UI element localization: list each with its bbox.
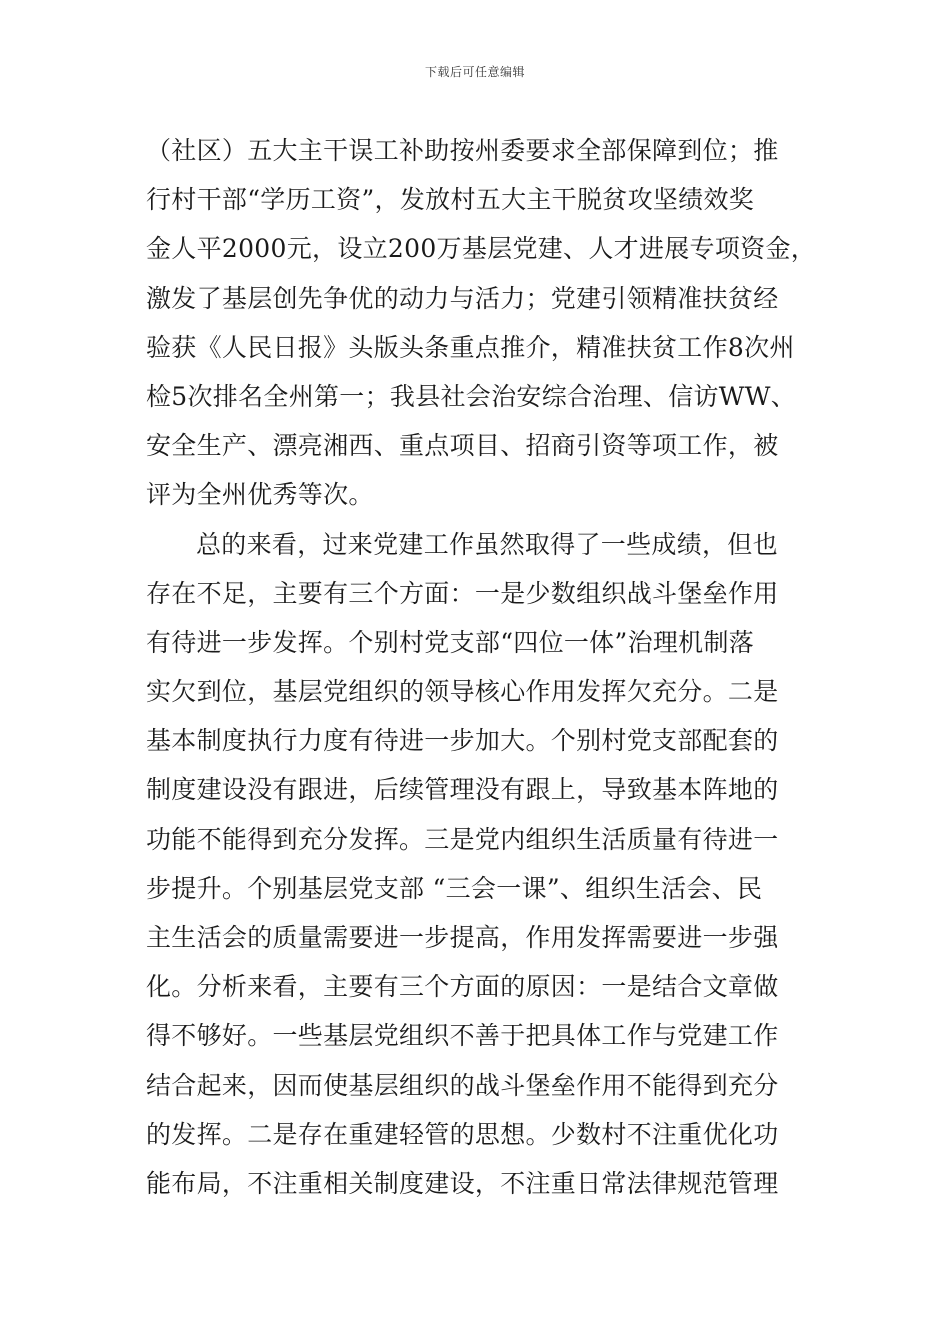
paragraph-2 — [146, 520, 836, 1209]
text-line: 的发挥。二是存在重建轻管的思想。少数村不注重优化功 — [146, 1119, 779, 1149]
text-line: 行村干部“学历工资”，发放村五大主干脱贫攻坚绩效奖 — [146, 185, 755, 215]
text-line: 制度建设没有跟进，后续管理没有跟上，导致基本阵地的 — [146, 775, 779, 805]
text-line: 检5次排名全州第一；我县社会治安综合治理、信访WW、 — [146, 381, 797, 411]
document-body — [146, 126, 836, 1208]
text-line: 功能不能得到充分发挥。三是党内组织生活质量有待进一 — [146, 824, 779, 854]
text-line: 评为全州优秀等次。 — [146, 480, 374, 510]
text-line: 有待进一步发挥。个别村党支部“四位一体”治理机制落 — [146, 627, 755, 657]
page-header: 下载后可任意编辑 — [424, 65, 525, 79]
text-line: 得不够好。一些基层党组织不善于把具体工作与党建工作 — [146, 1021, 779, 1051]
text-line: 安全生产、漂亮湘西、重点项目、招商引资等项工作，被 — [146, 431, 779, 461]
text-line: （社区）五大主干误工补助按州委要求全部保障到位；推 — [146, 136, 779, 165]
text-line: 总的来看，过来党建工作虽然取得了一些成绩，但也 — [196, 529, 778, 559]
text-line: 结合起来，因而使基层组织的战斗堡垒作用不能得到充分 — [146, 1070, 779, 1100]
text-line: 主生活会的质量需要进一步提高，作用发挥需要进一步强 — [146, 923, 779, 952]
text-line: 能布局，不注重相关制度建设，不注重日常法律规范管理 — [146, 1168, 779, 1198]
text-line: 存在不足，主要有三个方面：一是少数组织战斗堡垒作用 — [146, 578, 779, 608]
paragraph-1 — [146, 126, 836, 520]
text-line: 实欠到位，基层党组织的领导核心作用发挥欠充分。二是 — [146, 677, 779, 707]
text-line: 基本制度执行力度有待进一步加大。个别村党支部配套的 — [146, 726, 779, 756]
text-line: 验获《人民日报》头版头条重点推介，精准扶贫工作8次州 — [146, 332, 795, 362]
text-line: 金人平2000元，设立200万基层党建、人才进展专项资金， — [146, 234, 817, 264]
text-line: 步提升。个别基层党支部 “三会一课”、组织生活会、民 — [146, 873, 763, 903]
text-line: 化。分析来看，主要有三个方面的原因：一是结合文章做 — [146, 972, 779, 1002]
text-line: 激发了基层创先争优的动力与活力；党建引领精准扶贫经 — [146, 283, 779, 313]
